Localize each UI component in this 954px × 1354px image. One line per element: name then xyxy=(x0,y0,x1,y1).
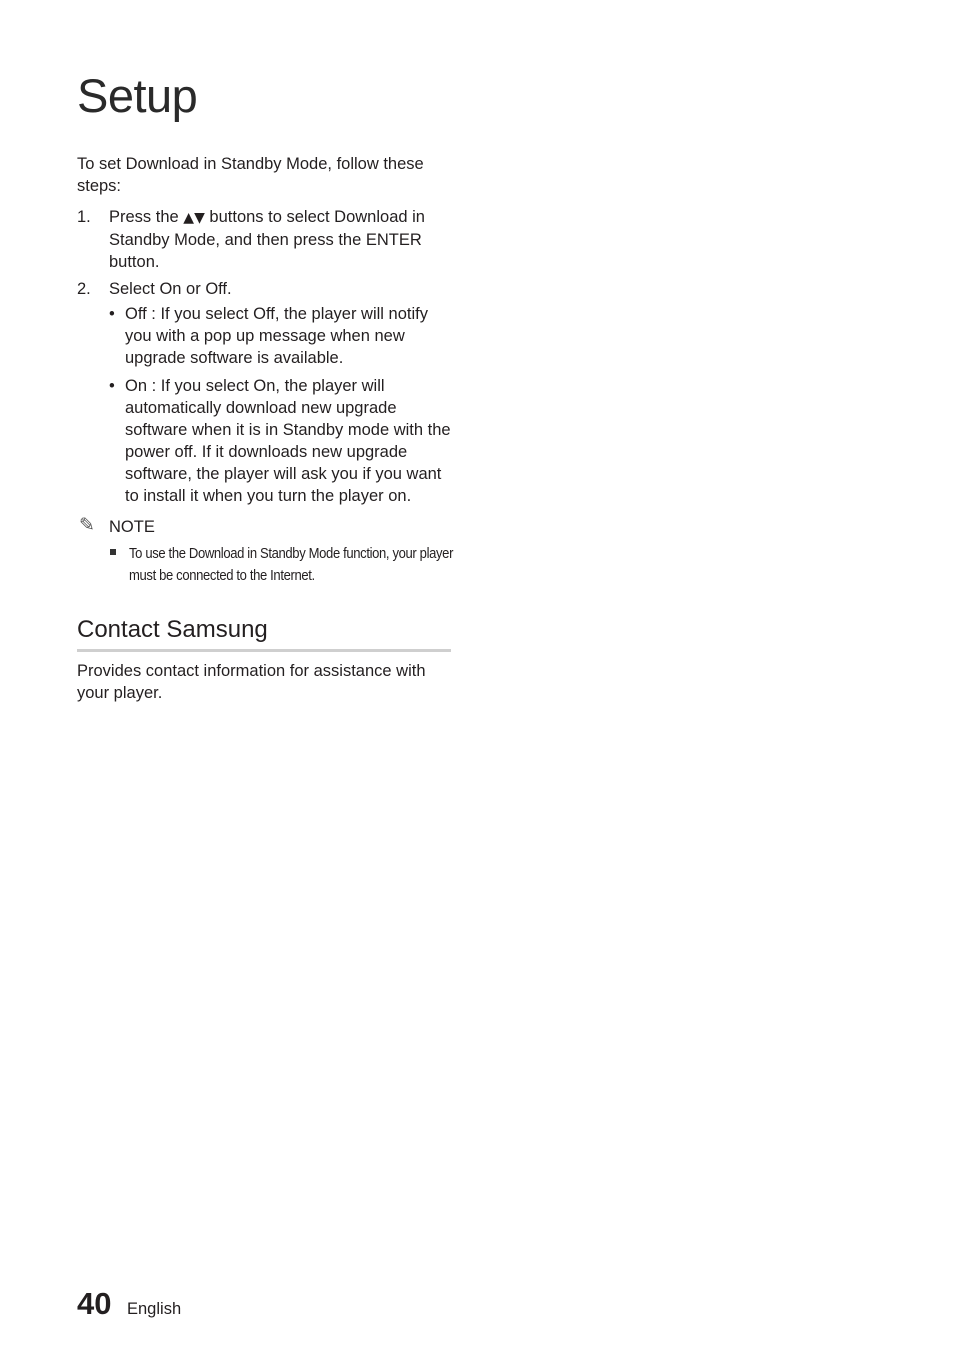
note-bullet-square xyxy=(110,549,116,555)
step-1-text-part: Press the xyxy=(109,208,184,226)
note-label: NOTE xyxy=(109,518,155,536)
bullet-off-text-part: : If you select xyxy=(146,305,254,323)
bullet-on-text-part: , the player will automatically download new upgrade software when it is in Standby mode with the power off. If it downloads new upgrade software, the player will ask you if you want to install it when you turn the player on. xyxy=(125,377,451,505)
bullet-off-label: Off xyxy=(125,305,147,323)
step-1-text-part: button. xyxy=(109,253,160,271)
step-1-number: 1. xyxy=(77,208,91,226)
bullet-off-text xyxy=(125,303,455,369)
step-1-text-part: , and then press the xyxy=(215,231,366,249)
step-2-text-part: Select xyxy=(109,280,160,298)
bullet-on-emphasis: On xyxy=(253,377,276,395)
bullet-on-text xyxy=(125,375,455,507)
pencil-icon: ✎ xyxy=(79,515,95,536)
step-2-on-label: On xyxy=(159,280,182,298)
step-2-off-label: Off xyxy=(205,280,228,298)
up-down-arrows-icon: ▲▼ xyxy=(183,210,205,226)
note-text: To use the Download in Standby Mode function, your player must be connected to the Internet. xyxy=(129,546,454,584)
section-heading: Contact Samsung xyxy=(77,616,268,643)
bullet-off-emphasis: Off xyxy=(253,305,275,323)
page-language: English xyxy=(127,1300,182,1318)
page-number: 40 xyxy=(77,1286,112,1321)
step-1-text xyxy=(109,206,454,273)
section-divider xyxy=(77,649,451,652)
step-2-number: 2. xyxy=(77,280,91,298)
step-1-enter-label: ENTER xyxy=(365,231,422,249)
page-title: Setup xyxy=(77,69,198,122)
bullet-on-label: On xyxy=(125,377,148,395)
step-2-text-part: . xyxy=(227,280,232,298)
section-text: Provides contact information for assistance with your player. xyxy=(77,662,426,702)
step-1-menu-item: Download in Standby Mode xyxy=(109,208,425,249)
intro-paragraph: To set Download in Standby Mode, follow these steps: xyxy=(77,155,424,195)
bullet-on-text-part: : If you select xyxy=(147,377,254,395)
step-2-text xyxy=(109,278,454,300)
step-2-text-part: or xyxy=(181,280,206,298)
bullet-off-text-part: , the player will notify you with a pop up message when new upgrade software is available. xyxy=(125,305,428,367)
bullet-dot: • xyxy=(109,305,115,323)
step-1-text-part: buttons to select xyxy=(204,208,335,226)
bullet-dot: • xyxy=(109,377,115,395)
